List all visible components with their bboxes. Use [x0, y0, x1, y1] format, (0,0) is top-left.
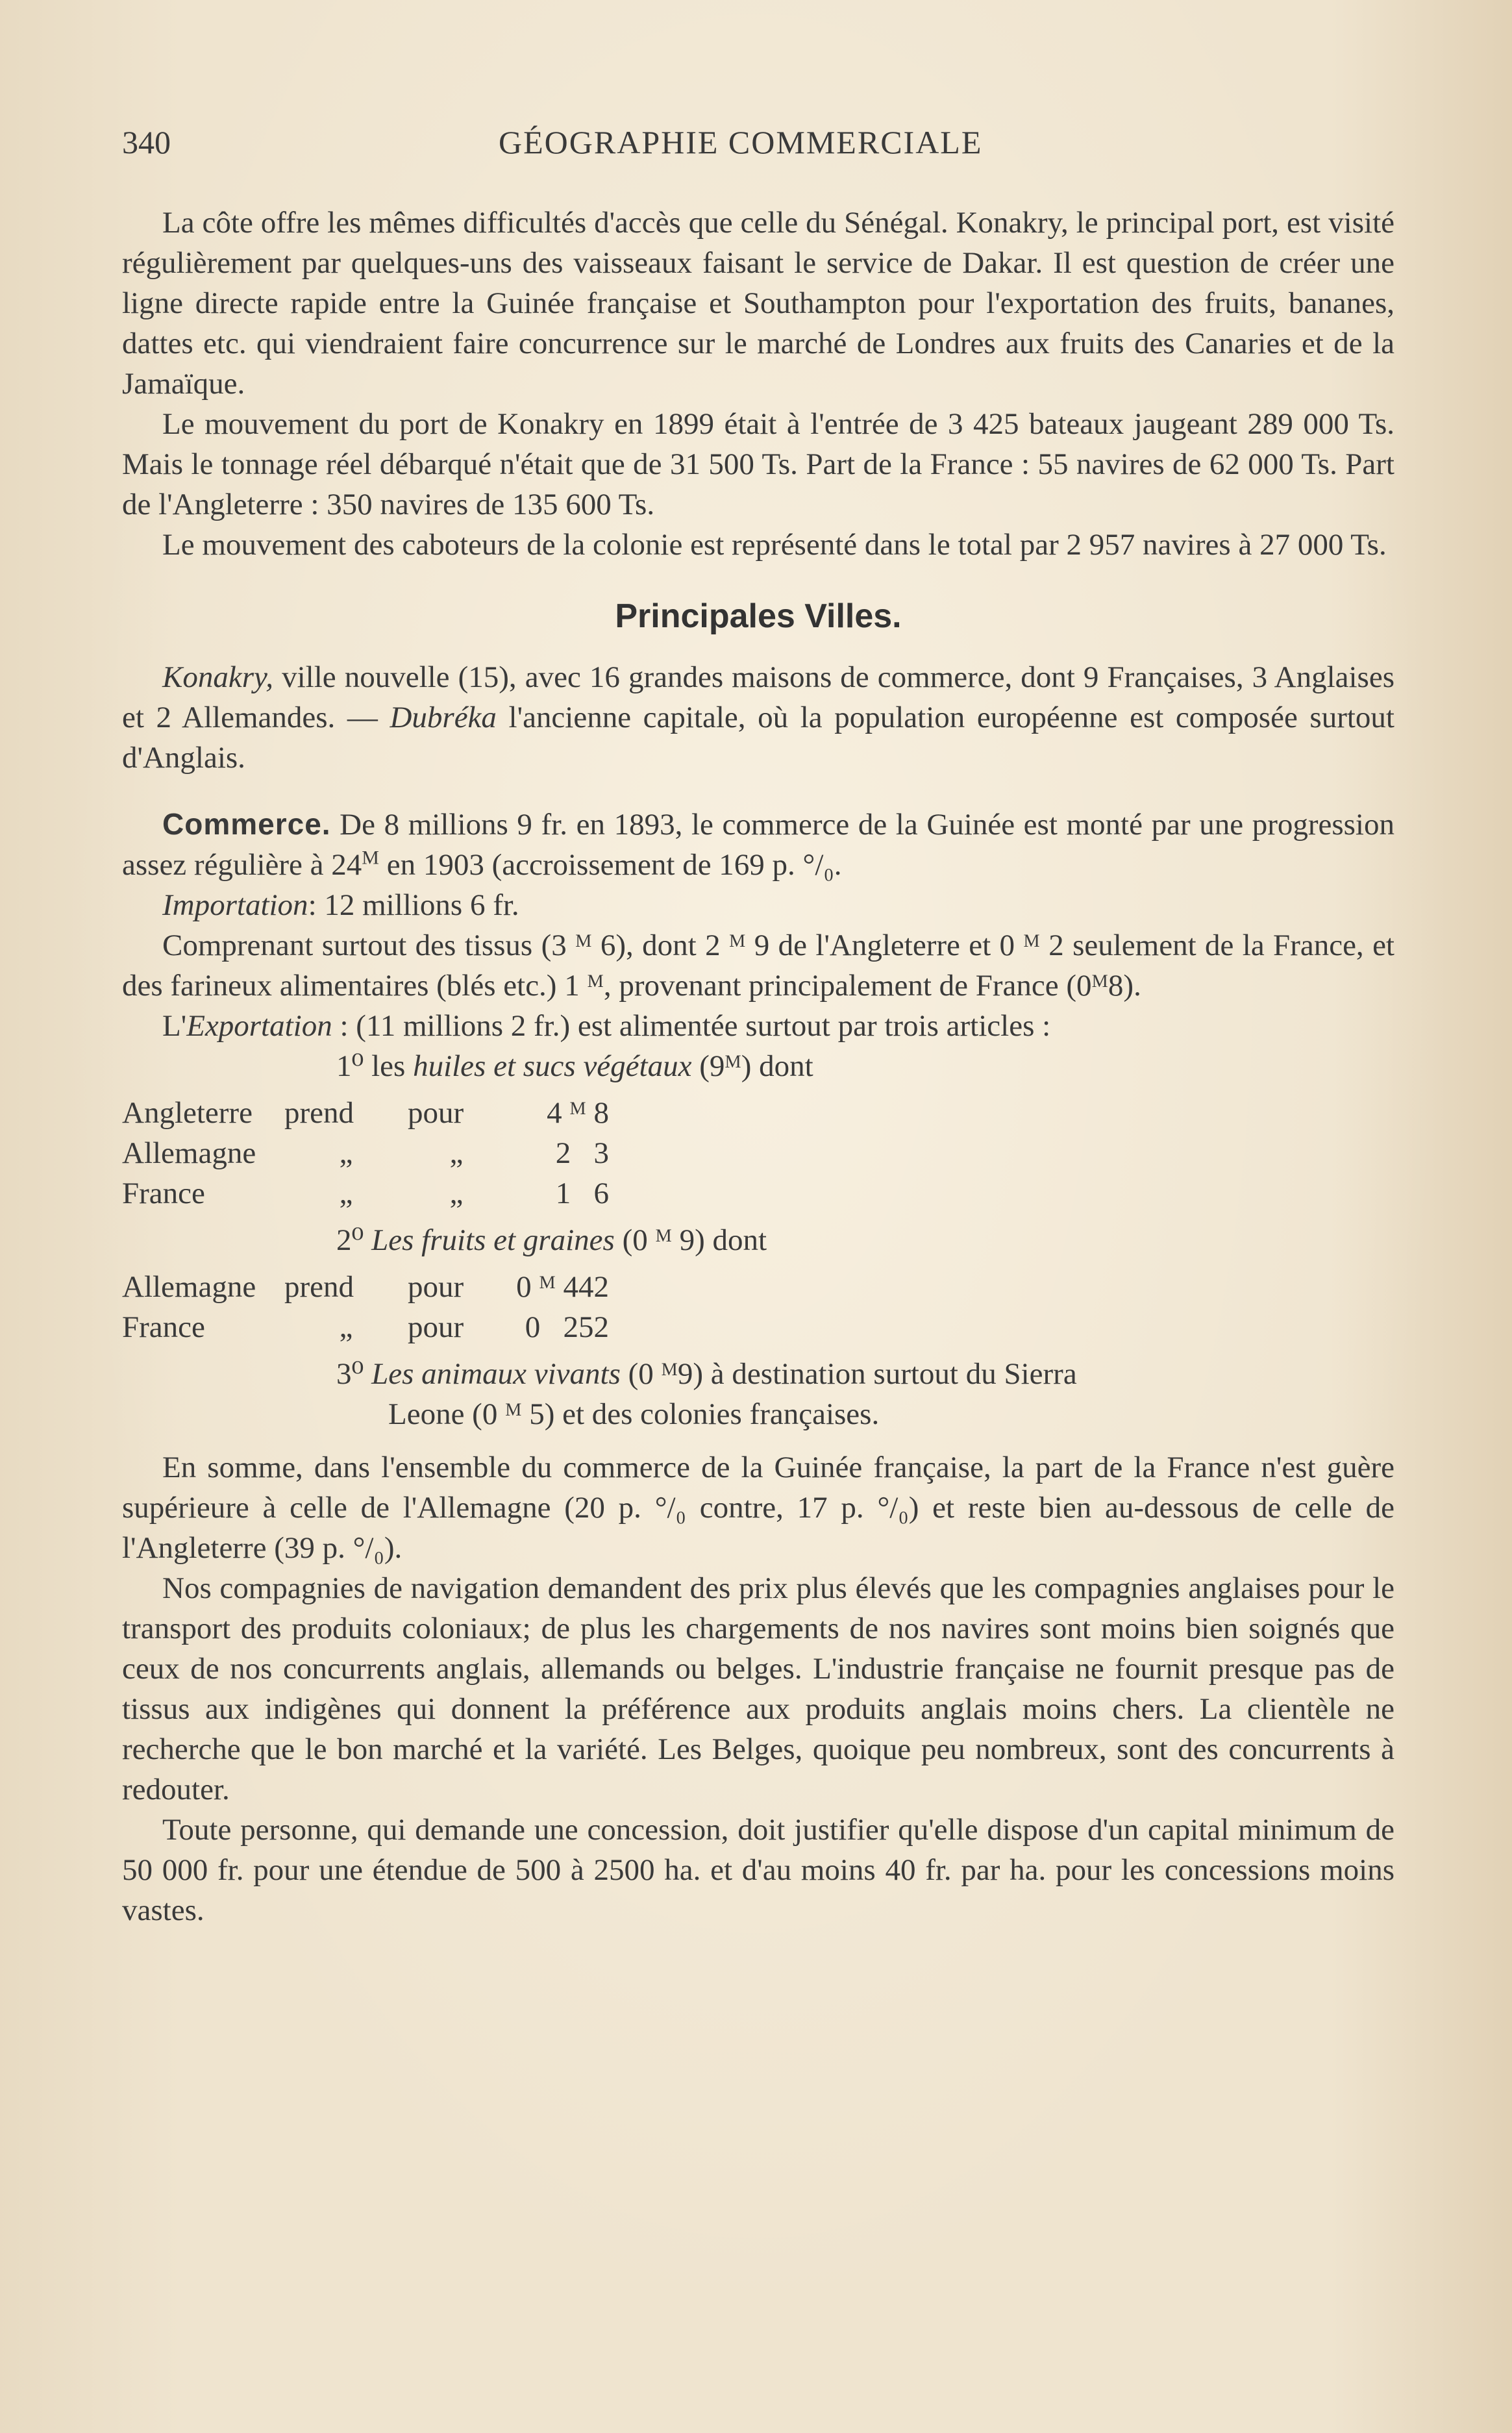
paragraph-compagnies: Nos compagnies de navigation demandent des prix plus élevés que les compagnies anglaises pour le transport des produits coloniaux; de plus les chargements de nos navires sont moins bien soignés que ceux de nos concurrents anglais, allemands ou belges. L'industrie française ne fournit presque pas de tissus aux indigènes qui donnent la préférence aux produits anglais moins chers. La clientèle ne recherche que le bon marché et la variété. Les Belges, quoique peu nombreux, sont des concurrents à redouter.: [122, 1571, 1394, 1806]
page-number: 340: [122, 124, 171, 160]
city-dubreka: Dubréka: [390, 701, 497, 734]
article-2: [122, 1220, 1394, 1260]
article-2-text: (0 ᴹ 9) dont: [614, 1223, 767, 1257]
value-cell: 0 252: [525, 1310, 609, 1344]
article-3-number: 3⁰: [336, 1357, 372, 1391]
pour-cell: pour: [408, 1270, 464, 1304]
country-cell: Allemagne: [122, 1136, 256, 1170]
dubreka-description: l'ancienne capitale, où la population européenne est composée surtout d'Anglais.: [122, 701, 1394, 775]
article-2-label: Les fruits et graines: [371, 1223, 615, 1257]
article-3: [122, 1354, 1394, 1394]
paragraph-concession: Toute personne, qui demande une concession, doit justifier qu'elle dispose d'un capital minimum de 50 000 fr. pour une étendue de 500 à 2500 ha. et d'au moins 40 fr. par ha. pour les concessions moins vastes.: [122, 1813, 1394, 1927]
article-1-breakdown: [122, 1093, 609, 1214]
article-1: [122, 1046, 1394, 1086]
commerce-label: Commerce.: [162, 807, 331, 841]
verb-cell: prend: [284, 1096, 354, 1130]
paragraph-caboteurs: Le mouvement des caboteurs de la colonie est représenté dans le total par 2 957 navires à 27 000 Ts.: [162, 528, 1387, 562]
paragraph-cote: La côte offre les mêmes difficultés d'accès que celle du Sénégal. Konakry, le principal port, est visité régulièrement par quelques-uns des vaisseaux faisant le service de Dakar. Il est question de créer une ligne directe rapide entre la Guinée française et Southampton pour l'exportation des fruits, bananes, dattes etc. qui viendraient faire concurrence sur le marché de Londres aux fruits des Canaries et de la Jamaïque.: [122, 206, 1394, 401]
value-cell: 2 3: [555, 1136, 609, 1170]
article-3-continuation: Leone (0 ᴹ 5) et des colonies françaises.: [388, 1397, 880, 1431]
article-1-label: huiles et sucs végétaux: [413, 1049, 692, 1083]
pour-cell: „: [449, 1177, 464, 1210]
section-title-villes: Principales Villes.: [615, 597, 902, 635]
importation-value: : 12 millions 6 fr.: [308, 888, 519, 922]
exportation-text: : (11 millions 2 fr.) est alimentée surtout par trois articles :: [332, 1009, 1051, 1043]
table-row: [122, 1093, 609, 1133]
paragraph-exportation: [122, 1006, 1394, 1046]
country-cell: Allemagne: [122, 1270, 256, 1304]
country-cell: France: [122, 1310, 205, 1344]
paragraph-comprenant: Comprenant surtout des tissus (3 ᴹ 6), dont 2 ᴹ 9 de l'Angleterre et 0 ᴹ 2 seulement de la France, et des farineux alimentaires (blés etc.) 1 ᴹ, provenant principalement de France (0ᴹ8).: [122, 929, 1394, 1003]
running-title: GÉOGRAPHIE COMMERCIALE: [499, 124, 983, 160]
paragraph-commerce: [122, 804, 1394, 885]
article-3-text: (0 ᴹ9) à destination surtout du Sierra: [620, 1357, 1077, 1391]
verb-cell: „: [339, 1177, 353, 1210]
table-row: [122, 1307, 609, 1347]
paragraph-mouvement-port: Le mouvement du port de Konakry en 1899 était à l'entrée de 3 425 bateaux jaugeant 289 000 Ts. Mais le tonnage réel débarqué n'était que de 31 500 Ts. Part de la France : 55 navires de 62 000 Ts. Part de l'Angleterre : 350 navires de 135 600 Ts.: [122, 407, 1394, 521]
article-1-text: (9ᴹ) dont: [691, 1049, 813, 1083]
country-cell: Angleterre: [122, 1096, 253, 1130]
table-row: [122, 1173, 609, 1214]
page-body: [122, 203, 1394, 1930]
paragraph-villes: [122, 657, 1394, 778]
konakry-description: ville nouvelle (15), avec 16 grandes maisons de commerce, dont 9 Françaises, 3 Anglaises et 2 Allemandes. —: [122, 660, 1394, 734]
article-2-breakdown: [122, 1267, 609, 1347]
paragraph-en-somme: En somme, dans l'ensemble du commerce de la Guinée française, la part de la France n'est guère supérieure à celle de l'Allemagne (20 p. °/₀ contre, 17 p. °/₀) et reste bien au-dessous de celle de l'Angleterre (39 p. °/₀).: [122, 1451, 1394, 1565]
exportation-prefix: L': [162, 1009, 187, 1043]
commerce-text-b: en 1903 (accroissement de 169 p. °/₀.: [378, 848, 842, 882]
value-cell: 0 ᴹ 442: [516, 1270, 609, 1304]
article-3-label: Les animaux vivants: [371, 1357, 621, 1391]
exportation-label: Exportation: [186, 1009, 332, 1043]
city-konakry: Konakry,: [162, 660, 274, 694]
commerce-sup-m: M: [362, 847, 379, 869]
pour-cell: „: [449, 1136, 464, 1170]
country-cell: France: [122, 1177, 205, 1210]
commerce-text-a: De 8 millions 9 fr. en 1893, le commerce de la Guinée est monté par une progression assez régulière à 24: [122, 808, 1394, 882]
verb-cell: „: [339, 1136, 353, 1170]
verb-cell: „: [339, 1310, 353, 1344]
article-1-number: 1⁰ les: [336, 1049, 414, 1083]
table-row: [122, 1133, 609, 1173]
article-2-number: 2⁰: [336, 1223, 372, 1257]
pour-cell: pour: [408, 1310, 464, 1344]
importation-label: Importation: [162, 888, 308, 922]
value-cell: 1 6: [555, 1177, 609, 1210]
paragraph-importation: [122, 885, 1394, 925]
verb-cell: prend: [284, 1270, 354, 1304]
pour-cell: pour: [408, 1096, 464, 1130]
table-row: [122, 1267, 609, 1307]
value-cell: 4 ᴹ 8: [547, 1096, 609, 1130]
page-header: [122, 123, 1394, 169]
